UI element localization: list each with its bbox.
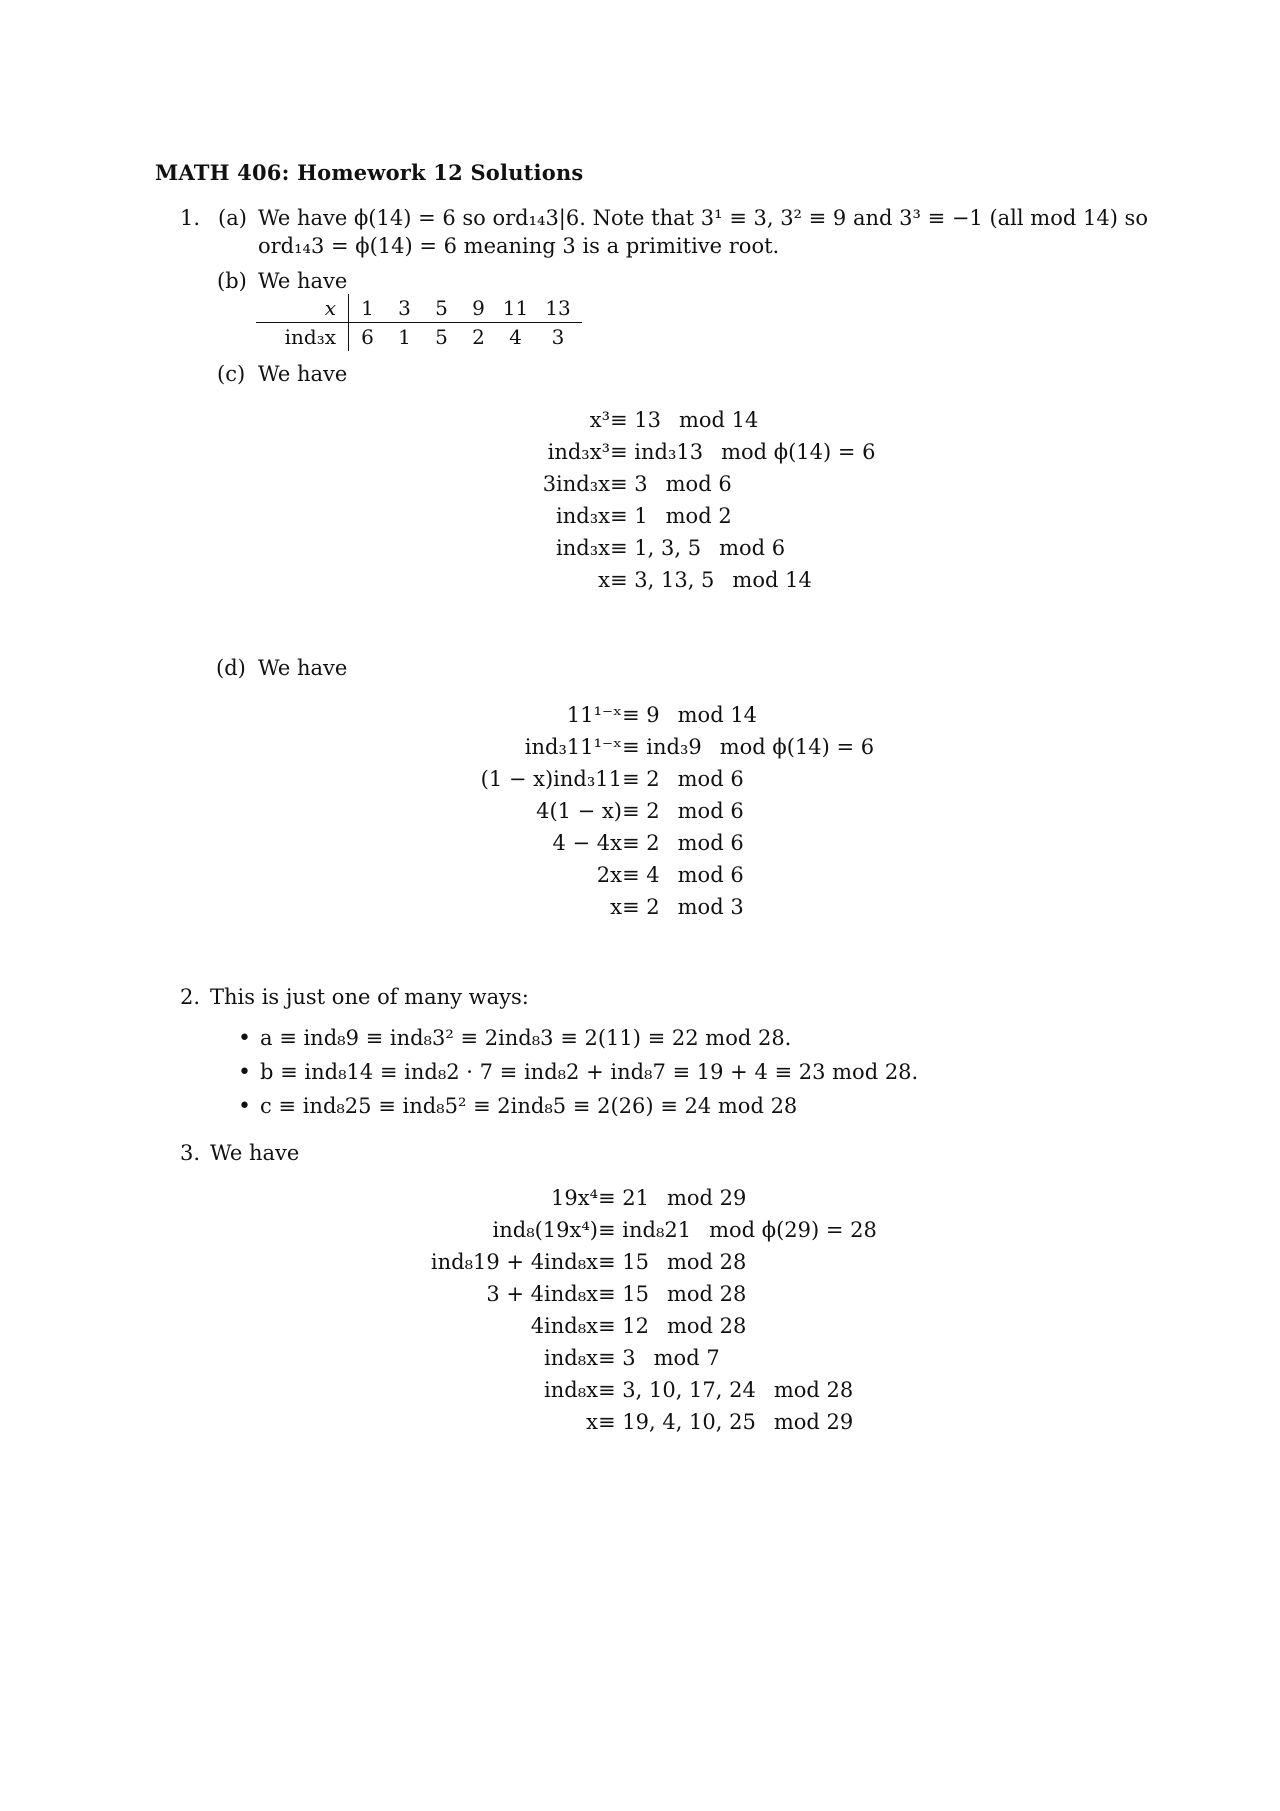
- part-a-label: (a): [218, 206, 247, 230]
- table-cell: 11: [497, 294, 534, 323]
- table-header-ind: ind₃x: [256, 323, 349, 352]
- problem-3-text: We have: [210, 1141, 300, 1165]
- list-item: • a ≡ ind₈9 ≡ ind₈3² ≡ 2ind₈3 ≡ 2(11) ≡ 22 mod 28.: [238, 1025, 918, 1059]
- table-cell: 6: [361, 324, 374, 349]
- table-row: [256, 323, 582, 352]
- list-item: • c ≡ ind₈25 ≡ ind₈5² ≡ 2ind₈5 ≡ 2(26) ≡ 24 mod 28: [238, 1093, 918, 1127]
- part-c-text: We have: [258, 362, 348, 386]
- problem-2-number: 2.: [180, 985, 201, 1009]
- problem-3-number: 3.: [180, 1141, 201, 1165]
- table-cell: 13: [534, 294, 582, 323]
- list-item: • b ≡ ind₈14 ≡ ind₈2 · 7 ≡ ind₈2 + ind₈7 ≡ 19 + 4 ≡ 23 mod 28.: [238, 1059, 918, 1093]
- table-cell: 5: [435, 324, 448, 349]
- document-page: MATH 406: Homework 12 Solutions 1. (a) We have ϕ(14) = 6 so ord₁₄3|6. Note that 3¹ ≡ 3, 3² ≡ 9 and 3³ ≡ −1 (all mod 14) so ord₁₄3 = ϕ(14) = 6 meaning 3 is a primitive root. (b) We have x 1 3 5 9 11 13 ind₃x 6 1 5 2 4 3 (c) We have x³ ≡ 13 mod 14 ind₃x³ ≡ ind₃13 mod ϕ(14) = 6 3ind₃x ≡ 3 mod 6 ind₃x ≡ 1 mod 2 ind₃x ≡ 1, 3, 5 mod 6 x ≡ 3, 13, 5 mod 14 (d) We have 11¹⁻ˣ ≡ 9 mod 14 ind₃11¹⁻ˣ ≡ ind₃9 mod ϕ(14) = 6 (1 − x)ind₃11 ≡ 2 mod 6 4(1 − x) ≡ 2 mod 6 4 − 4x ≡ 2 mod 6 2x ≡ 4 mod 6 x ≡ 2 mod 3 2. This is just one of many ways: • a ≡ ind₈9 ≡ ind₈3² ≡ 2ind₈3 ≡ 2(11) ≡ 22 mod 28. • b ≡ ind₈14 ≡ ind₈2 · 7 ≡ ind₈2 + ind₈7 ≡ 19 + 4 ≡ 23 mod 28. • c ≡ ind₈25 ≡ ind₈5² ≡ 2ind₈5 ≡ 2(26) ≡ 24 mod 28 3. We have 19x⁴ ≡ 21 mod 29 ind₈(19x⁴) ≡ ind₈21 mod ϕ(29) = 28 ind₈19 + 4ind₈x ≡ 15 mod 28 3 + 4ind₈x ≡ 15 mod 28 4ind₈x ≡ 12 mod 28 ind₈x ≡ 3 mod 7 ind₈x ≡ 3, 10, 17, 24 mod 28 x ≡ 19, 4, 10, 25 mod 29: [0, 0, 1280, 1811]
- table-header-x: x: [256, 294, 349, 323]
- table-cell: 4: [509, 324, 522, 349]
- part-b-text: We have: [258, 269, 348, 293]
- problem-1-number: 1.: [180, 206, 201, 230]
- part-d-label: (d): [216, 656, 246, 680]
- problem-2-text: This is just one of many ways:: [210, 985, 529, 1009]
- problem-2-list: [238, 1025, 918, 1127]
- table-cell: 2: [472, 324, 485, 349]
- table-cell: 1: [349, 294, 387, 323]
- table-cell: 5: [423, 294, 460, 323]
- part-c-label: (c): [217, 362, 246, 386]
- part-b-label: (b): [217, 269, 247, 293]
- part-a-line-2: ord₁₄3 = ϕ(14) = 6 meaning 3 is a primitive root.: [258, 234, 780, 258]
- table-row: [256, 294, 582, 323]
- part-a-line-1: We have ϕ(14) = 6 so ord₁₄3|6. Note that 3¹ ≡ 3, 3² ≡ 9 and 3³ ≡ −1 (all mod 14) so: [258, 206, 1148, 230]
- part-d-text: We have: [258, 656, 348, 680]
- index-table: [256, 294, 582, 351]
- table-cell: 3: [386, 294, 423, 323]
- table-cell: 1: [398, 324, 411, 349]
- table-cell: 9: [460, 294, 497, 323]
- table-cell: 3: [551, 324, 565, 349]
- page-title: MATH 406: Homework 12 Solutions: [155, 160, 584, 185]
